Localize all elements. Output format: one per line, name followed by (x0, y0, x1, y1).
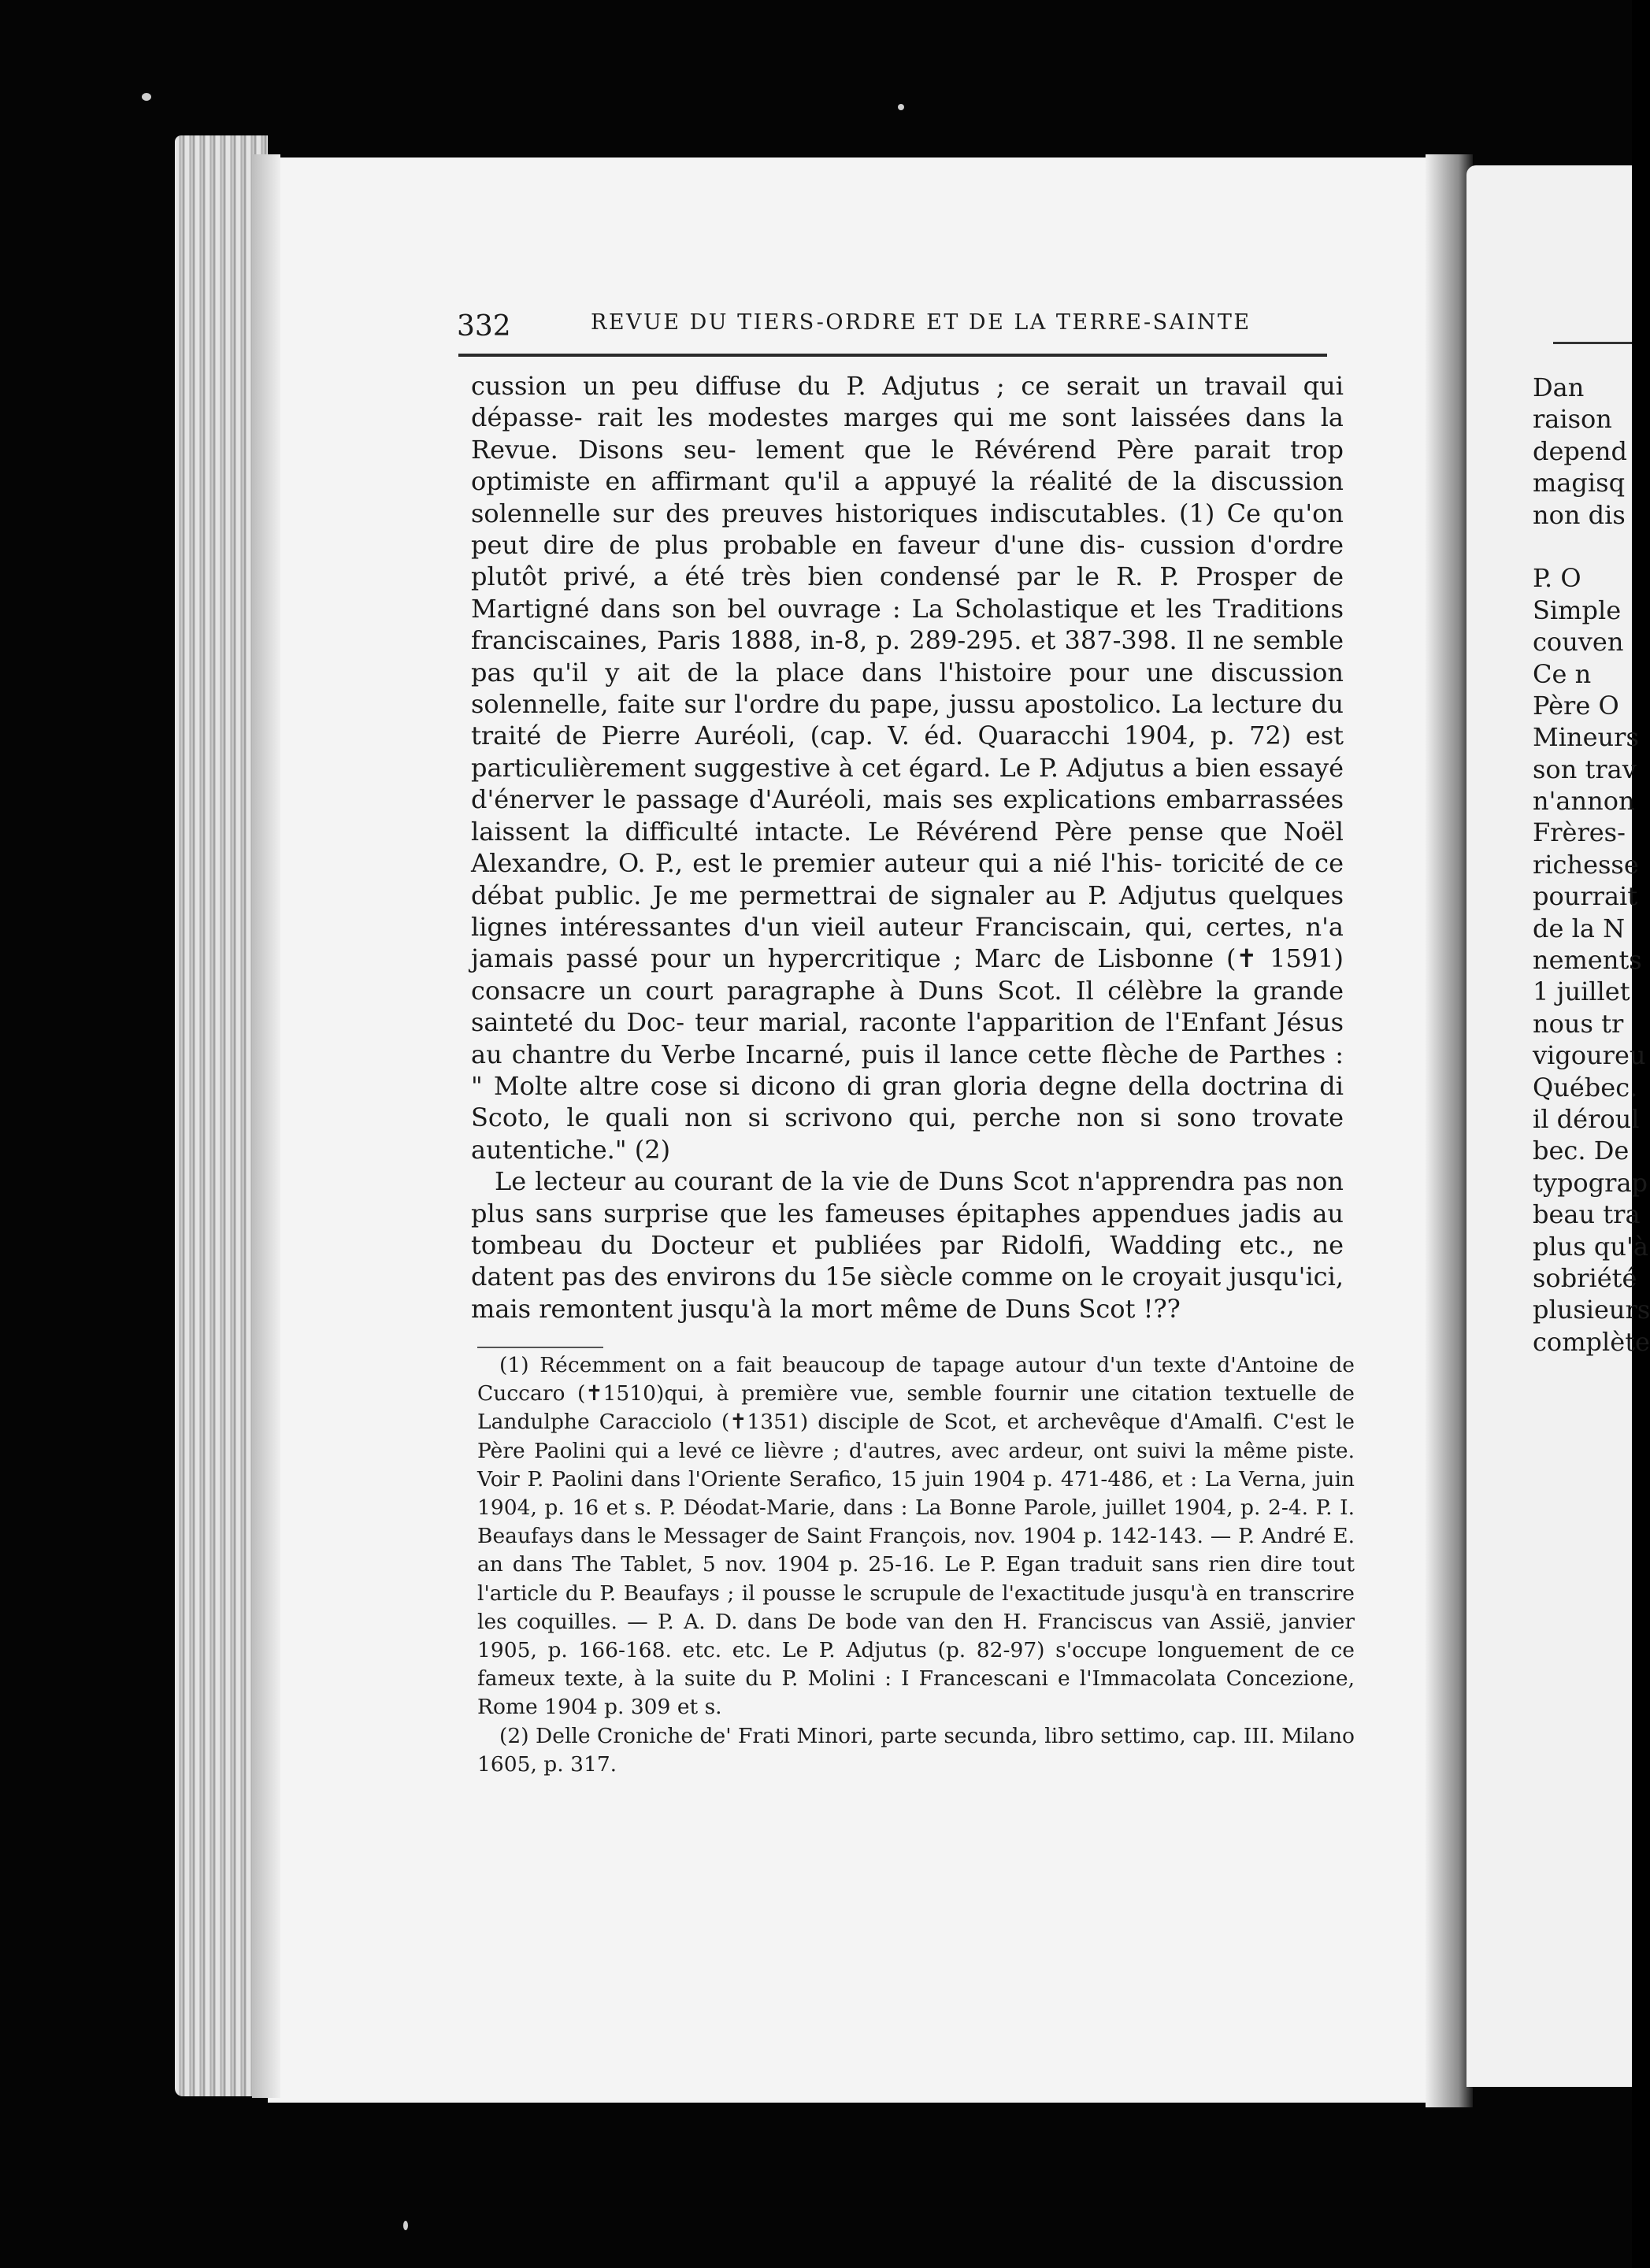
text-line: Incarné, puis il lance cette flèche de Parthes : " Molte altre cose si dicono (471, 1039, 1344, 1101)
running-title: REVUE DU TIERS-ORDRE ET DE LA TERRE-SAINTE (591, 310, 1251, 335)
text-fragment: Québec. (1533, 1072, 1638, 1102)
paragraph-1 (471, 370, 1344, 1166)
text-line: sans surprise que les fameuses épitaphes appendues jadis au tombeau du (471, 1198, 1344, 1260)
book-gutter (1426, 154, 1473, 2107)
text-fragment: de la N (1533, 913, 1626, 943)
text-line: lement que le Révérend Père parait trop optimiste en affirmant qu'il a (471, 434, 1344, 497)
text-fragment: complète (1533, 1326, 1650, 1357)
text-line: teur marial, raconte l'apparition de l'Enfant Jésus au chantre du Verbe (471, 1007, 1344, 1069)
page-number: 332 (457, 310, 511, 343)
text-fragment: vigoureu (1533, 1040, 1646, 1071)
text-line: di gran gloria degne della doctrina di Scoto, le quali non si scrivono qui, (471, 1070, 1344, 1133)
text-line: Le lecteur au courant de la vie de Duns Scot n'apprendra pas non plus (471, 1166, 1344, 1228)
text-line: égard. Le P. Adjutus a bien essayé d'énerver le passage d'Auréoli, mais (471, 752, 1344, 815)
dust-speck (142, 93, 151, 101)
main-text (471, 370, 1344, 1325)
text-line: cussion un peu diffuse du P. Adjutus ; ce serait un travail qui dépasse- (471, 371, 1344, 433)
text-fragment: beau tra (1533, 1199, 1641, 1230)
text-line: appuyé la réalité de la discussion solennelle sur des preuves historiques (471, 466, 1344, 528)
text-line: Père pense que Noël Alexandre, O. P., est le premier auteur qui a nié l'his- (471, 816, 1344, 879)
text-line: rait les modestes marges qui me sont laissées dans la Revue. Disons seu- (471, 402, 1344, 465)
footnote-2: (2) Delle Croniche de' Frati Minori, parte secunda, libro settimo, cap. III. Milano 1605, p. 317. (477, 1723, 1355, 1777)
footnote-rule (477, 1347, 603, 1348)
text-fragment: nous tr (1533, 1008, 1624, 1039)
text-fragment: richesse (1533, 849, 1639, 880)
text-line: indiscutables. (1) Ce qu'on peut dire de plus probable en faveur d'une dis- (471, 498, 1344, 561)
text-fragment: raison (1533, 404, 1612, 435)
header-rule (458, 354, 1327, 357)
text-fragment: Dan (1533, 372, 1585, 402)
text-fragment: Simple (1533, 595, 1622, 625)
running-header (457, 304, 1329, 348)
text-fragment: nements (1533, 945, 1642, 976)
text-fragment: typograp (1533, 1167, 1648, 1198)
text-fragment: Mineurs (1533, 722, 1639, 753)
text-line: de Martigné dans son bel ouvrage : La Scholastique et les Traditions (471, 561, 1344, 624)
text-line: (cap. V. éd. Quaracchi 1904, p. 72) est particulièrement suggestive à cet (471, 721, 1344, 783)
text-line: franciscaines, Paris 1888, in-8, p. 289-295. et 387-398. Il ne semble pas (471, 625, 1344, 687)
text-line: qu'il y ait de la place dans l'histoire pour une discussion solennelle, faite (471, 657, 1344, 720)
text-fragment: il déroul (1533, 1103, 1640, 1134)
dust-speck (898, 104, 904, 110)
text-line: un court paragraphe à Duns Scot. Il célèbre la grande sainteté du Doc- (471, 975, 1344, 1038)
text-line: perche non si sono trovate autentiche." (2) (471, 1102, 1344, 1165)
text-line: ses explications embarrassées laissent la difficulté intacte. Le Révérend (471, 784, 1344, 847)
text-fragment: plus qu'à (1533, 1231, 1648, 1262)
right-page-text (1533, 372, 1650, 1358)
text-fragment: Frères- (1533, 817, 1626, 848)
left-page-edge-shadow (252, 154, 280, 2098)
text-line: du 15e siècle comme on le croyait jusqu'ici, mais remontent jusqu'à la (471, 1262, 1344, 1324)
text-fragment (1533, 531, 1650, 562)
footnotes (477, 1351, 1355, 1779)
right-header-rule (1553, 342, 1632, 344)
text-fragment: 1 juillet (1533, 976, 1630, 1007)
text-fragment: sobriété (1533, 1262, 1637, 1293)
text-line: quelques lignes intéressantes d'un vieil auteur Franciscain, qui, certes, n'a (471, 880, 1344, 942)
text-fragment: pourrait (1533, 881, 1638, 912)
text-fragment: bec. De (1533, 1136, 1630, 1166)
footnote-1: (1) Récemment on a fait beaucoup de tapage autour d'un texte d'Antoine de Cuccaro (✝1510)qui, à première vue, semble fournir une citation textuelle de Landulphe Caracciolo (✝1351) disciple de Scot, et archevêque d'Amalfi. C'est le Père Paolini qui a levé ce lièvre ; d'autres, avec ardeur, ont suivi la même piste. Voir P. Paolini dans l'Oriente Serafico, 15 juin 1904 p. 471-486, et : La Verna, juin 1904, p. 16 et s. P. Déodat-Marie, dans : La Bonne Parole, juillet 1904, p. 2-4. P. I. Beaufays dans le Messager de Saint François, nov. 1904 p. 142-143. — P. André E. an dans The Tablet, 5 nov. 1904 p. 25-16. Le P. Egan traduit sans rien dire tout l'article du P. Beaufays ; il pousse le scrupule de l'exactitude jusqu'à en transcrire les coquilles. — P. A. D. dans De bode van den H. Franciscus van Assië, janvier 1905, p. 166-168. etc. etc. Le P. Adjutus (p. 82-97) s'occupe longuement de ce fameux texte, à la suite du P. Molini : I Francescani e l'Immacolata Concezione, Rome 1904 p. 309 et s. (477, 1353, 1355, 1720)
text-fragment: Père O (1533, 690, 1619, 721)
dust-speck (403, 2221, 408, 2230)
text-fragment: couven (1533, 627, 1624, 658)
text-fragment: magisq (1533, 468, 1626, 498)
paragraph-2 (471, 1166, 1344, 1325)
text-fragment: Ce n (1533, 658, 1592, 689)
text-fragment: non dis (1533, 499, 1626, 530)
text-line: mort même de Duns Scot !?? (810, 1293, 1181, 1324)
text-line: sur l'ordre du pape, jussu apostolico. La lecture du traité de Pierre Auréoli, (471, 689, 1344, 751)
text-fragment: plusieurs (1533, 1295, 1650, 1325)
text-fragment: n'annon (1533, 786, 1635, 817)
text-fragment: P. O (1533, 563, 1581, 594)
text-fragment: depend (1533, 435, 1627, 466)
text-line: Docteur et publiées par Ridolfi, Wadding etc., ne datent pas des environs (471, 1229, 1344, 1292)
text-line: cussion d'ordre plutôt privé, a été très bien condensé par le R. P. Prosper (471, 530, 1344, 592)
text-fragment: son trav (1533, 754, 1637, 784)
text-line: toricité de ce débat public. Je me permettrai de signaler au P. Adjutus (471, 848, 1344, 910)
text-line: jamais passé pour un hypercritique ; Marc de Lisbonne (✝ 1591) consacre (471, 943, 1344, 1006)
right-page (1466, 165, 1650, 2087)
